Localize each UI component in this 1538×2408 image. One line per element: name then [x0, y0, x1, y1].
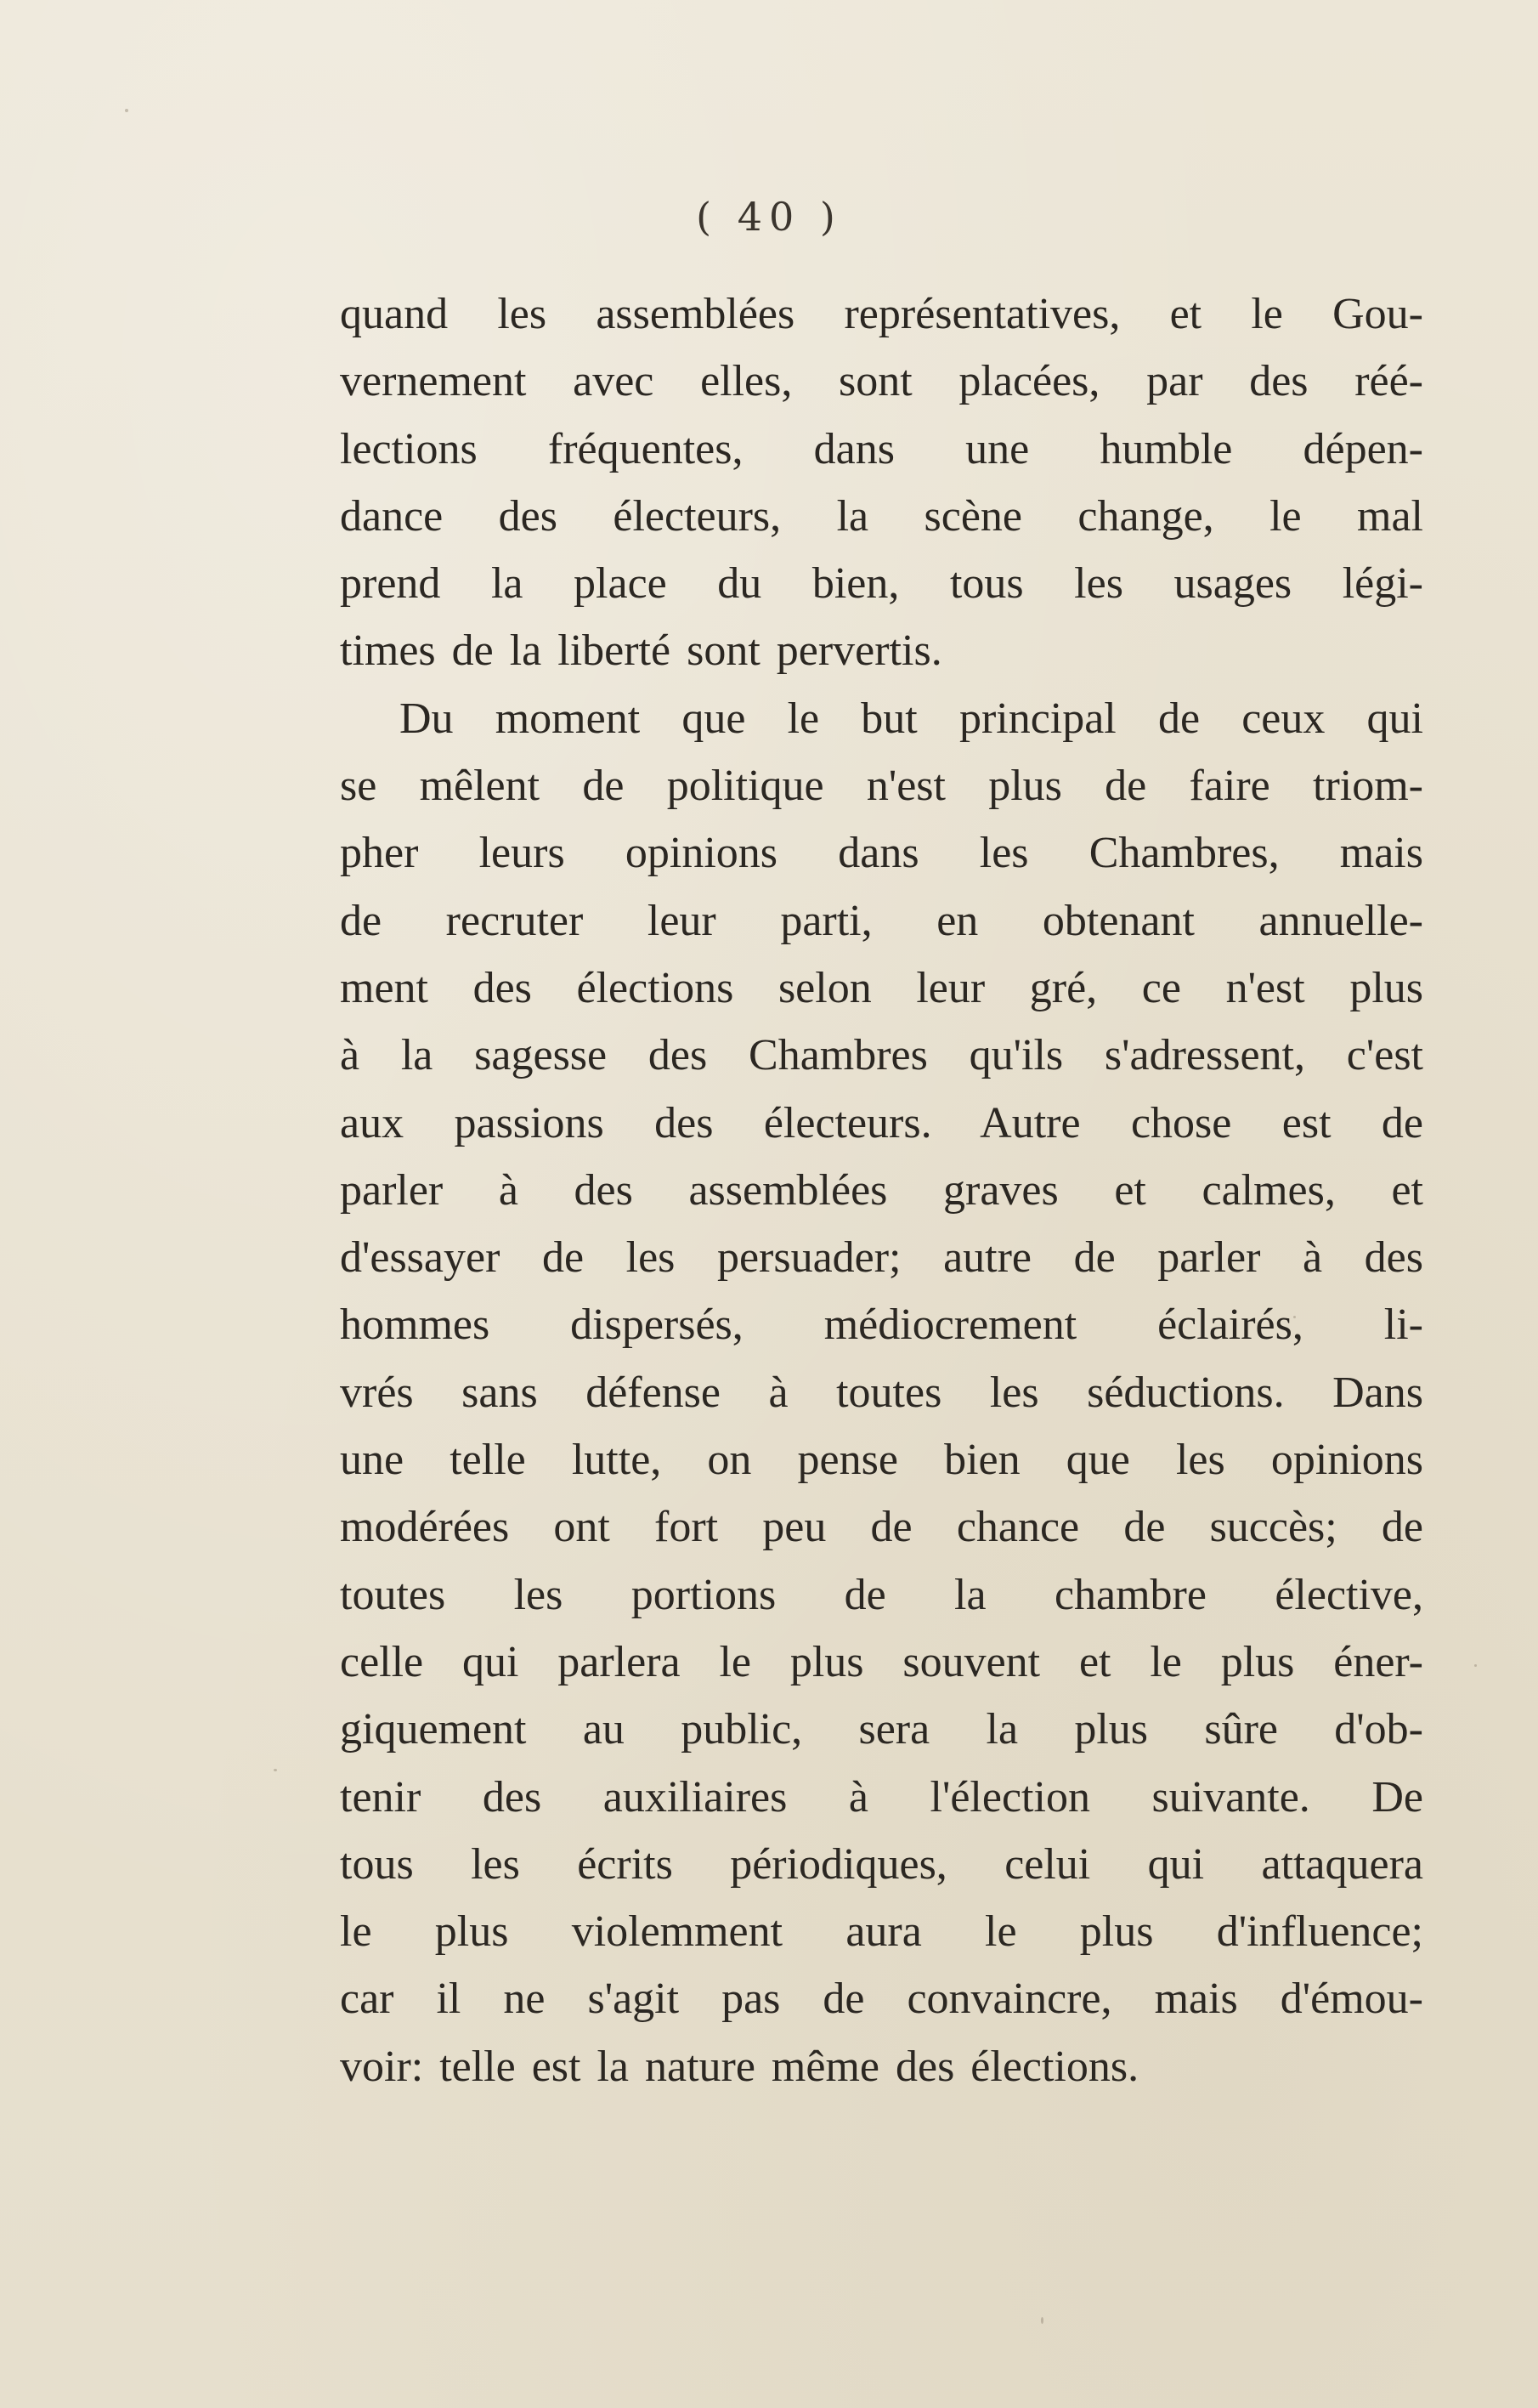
- text-line: voir: telle est la nature même des élections.: [340, 2042, 1139, 2091]
- text-line: ment des élections selon leur gré, ce n'est plus: [340, 963, 1423, 1012]
- text-line: se mêlent de politique n'est plus de faire triom-: [340, 762, 1423, 811]
- text-line: lections fréquentes, dans une humble dépen-: [340, 424, 1423, 473]
- text-line: vrés sans défense à toutes les séductions. Dans: [340, 1368, 1423, 1417]
- text-line: à la sagesse des Chambres qu'ils s'adressent, c'est: [340, 1031, 1423, 1080]
- text-line: times de la liberté sont pervertis.: [340, 626, 942, 676]
- paper-speck: [274, 1769, 277, 1771]
- paper-speck: [1474, 1664, 1477, 1667]
- text-line: Du moment que le but principal de ceux qui: [399, 694, 1423, 743]
- text-line: prend la place du bien, tous les usages légi-: [340, 559, 1423, 609]
- text-line: giquement au public, sera la plus sûre d'ob-: [340, 1705, 1423, 1754]
- text-line: vernement avec elles, sont placées, par des réé-: [340, 357, 1423, 406]
- text-line: toutes les portions de la chambre élective,: [340, 1570, 1423, 1619]
- text-line: hommes dispersés, médiocrement éclairés, li-: [340, 1300, 1423, 1350]
- paragraph: [340, 685, 1423, 2100]
- text-line: celle qui parlera le plus souvent et le plus éner-: [340, 1637, 1423, 1686]
- page-number: ( 40 ): [696, 194, 842, 240]
- paper-speck: [125, 109, 128, 112]
- body-text: [340, 280, 1423, 2100]
- paper-speck: [1041, 2317, 1043, 2324]
- text-line: dance des électeurs, la scène change, le mal: [340, 491, 1423, 541]
- text-line: tenir des auxiliaires à l'élection suivante. De: [340, 1772, 1423, 1822]
- text-line: aux passions des électeurs. Autre chose est de: [340, 1098, 1423, 1147]
- text-line: quand les assemblées représentatives, et le Gou-: [340, 290, 1423, 338]
- text-line: parler à des assemblées graves et calmes, et: [340, 1165, 1423, 1215]
- text-line: pher leurs opinions dans les Chambres, mais: [340, 829, 1423, 878]
- text-line: de recruter leur parti, en obtenant annuelle-: [340, 896, 1423, 945]
- paragraph: [340, 280, 1423, 685]
- text-line: car il ne s'agit pas de convaincre, mais d'émou-: [340, 1975, 1423, 2024]
- text-line: modérées ont fort peu de chance de succès; de: [340, 1503, 1423, 1552]
- text-line: une telle lutte, on pense bien que les opinions: [340, 1436, 1423, 1485]
- text-line: d'essayer de les persuader; autre de parler à des: [340, 1233, 1423, 1283]
- text-line: le plus violemment aura le plus d'influence;: [340, 1907, 1423, 1957]
- text-line: tous les écrits périodiques, celui qui attaquera: [340, 1839, 1423, 1889]
